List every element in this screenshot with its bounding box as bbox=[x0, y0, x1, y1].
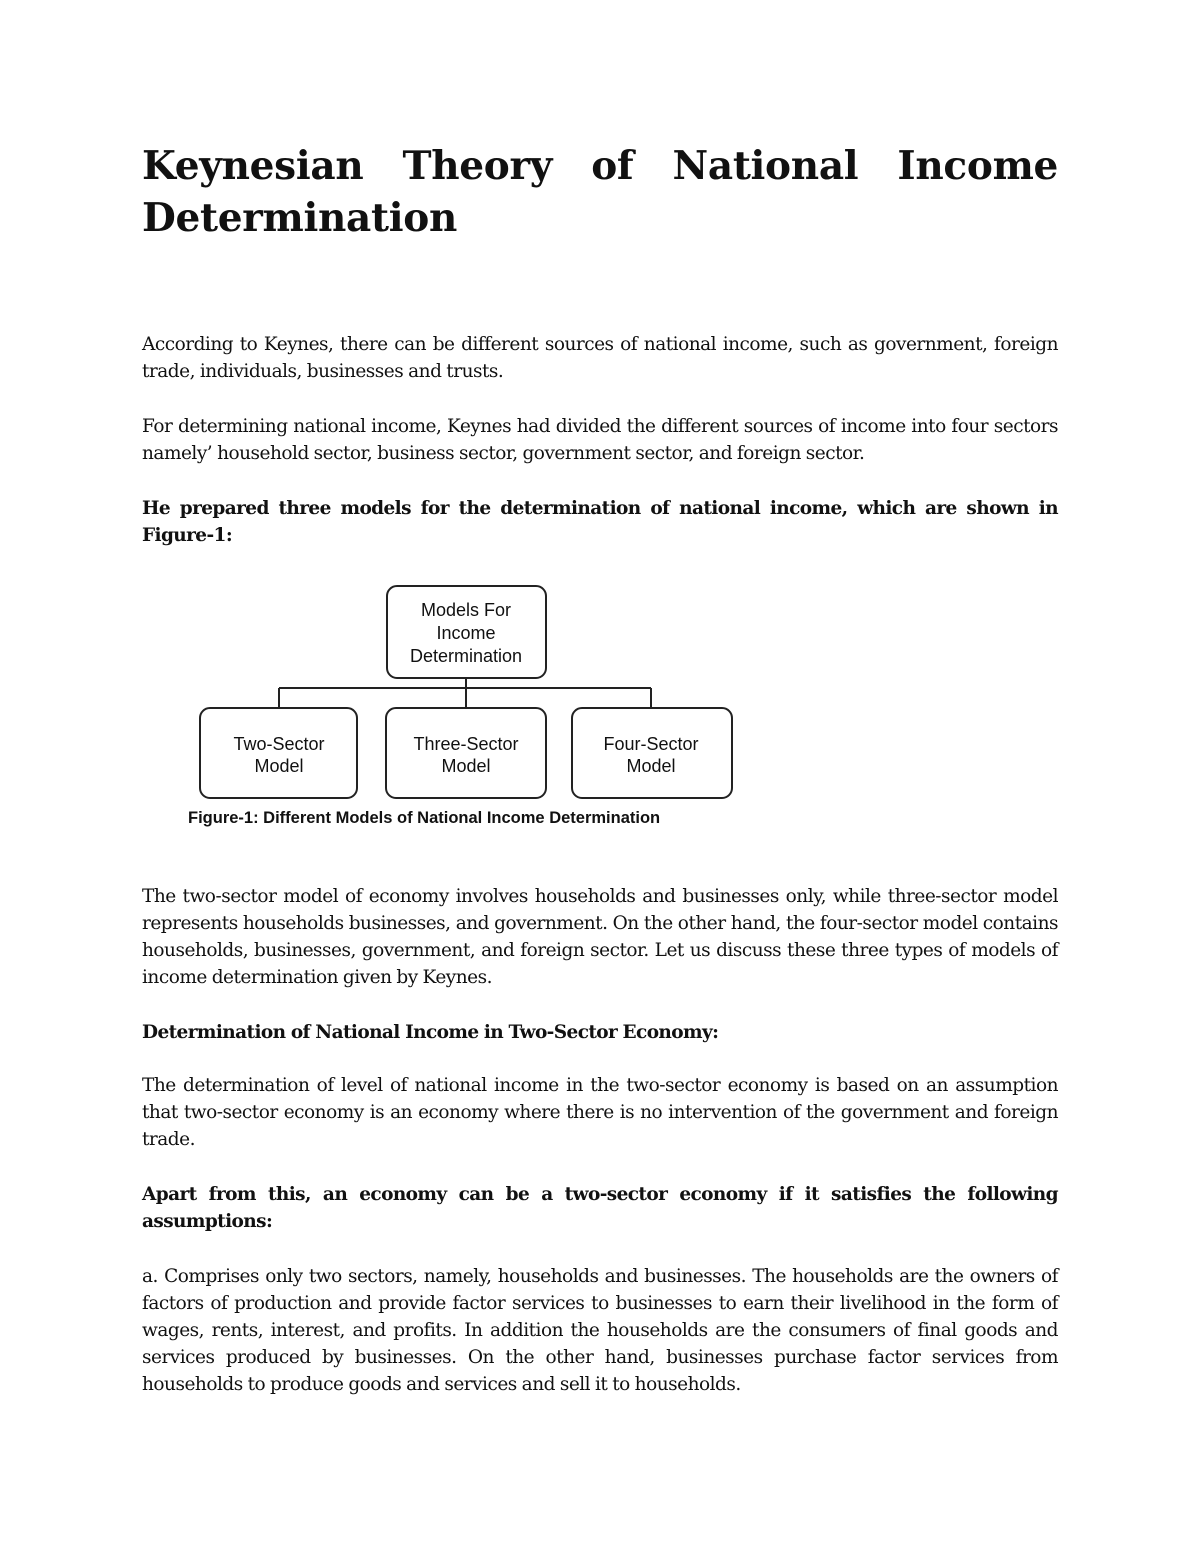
three-sector-model-label: Model bbox=[441, 756, 491, 776]
four-sector-model-label: Model bbox=[626, 756, 676, 776]
document-title bbox=[142, 140, 1058, 244]
child-node-four-sector bbox=[572, 708, 732, 798]
paragraph-assumption-a: a. Comprises only two sectors, namely, households and businesses. The households are the owners of factors of production and provide factor services to businesses to earn their livelihood in the form of wages, rents, interest, and profits. In addition the households are the consumers of final goods and services produced by businesses. On the other hand, businesses purchase factor services from households to produce goods and services and sell it to households. bbox=[142, 1266, 1058, 1395]
figure-1 bbox=[188, 580, 798, 870]
title-word: Theory bbox=[402, 143, 553, 189]
paragraph-two-sector-basis: The determination of level of national income in the two-sector economy is based on an assumption that two-sector economy is an economy where there is no intervention of the government and foreign trade. bbox=[142, 1075, 1058, 1150]
paragraph-assumptions-heading: Apart from this, an economy can be a two-sector economy if it satisfies the following assumptions: bbox=[142, 1184, 1058, 1232]
two-sector-label: Two-Sector bbox=[233, 734, 325, 754]
models-diagram bbox=[188, 580, 798, 870]
root-label-3: Determination bbox=[409, 646, 523, 666]
paragraph-models-heading: He prepared three models for the determination of national income, which are shown in Figure-1: bbox=[142, 498, 1058, 546]
title-word: Keynesian bbox=[142, 143, 364, 189]
four-sector-label: Four-Sector bbox=[603, 734, 699, 754]
two-sector-model-label: Model bbox=[254, 756, 304, 776]
title-line-1 bbox=[142, 140, 1058, 192]
title-word: National bbox=[672, 143, 859, 189]
root-label-2: Income bbox=[436, 623, 496, 643]
paragraph-sectors: For determining national income, Keynes had divided the different sources of income into four sectors namely’ household sector, business sector, government sector, and foreign sector. bbox=[142, 416, 1058, 464]
paragraph-intro: According to Keynes, there can be different sources of national income, such as government, foreign trade, individuals, businesses and trusts. bbox=[142, 334, 1058, 382]
title-line-2: Determination bbox=[142, 195, 458, 241]
title-word: of bbox=[591, 143, 634, 189]
child-node-two-sector bbox=[200, 708, 357, 798]
child-node-three-sector bbox=[386, 708, 546, 798]
figure-caption: Figure-1: Different Models of National Income Determination bbox=[188, 809, 661, 827]
three-sector-label: Three-Sector bbox=[413, 734, 519, 754]
document-page bbox=[142, 140, 1059, 1395]
paragraph-models-overview: The two-sector model of economy involves households and businesses only, while three-sector model represents households businesses, and government. On the other hand, the four-sector model contains households, businesses, government, and foreign sector. Let us discuss these three types of models of income determination given by Keynes. bbox=[142, 886, 1058, 988]
root-label-1: Models For bbox=[420, 600, 512, 620]
root-node bbox=[387, 586, 546, 678]
section-heading-two-sector: Determination of National Income in Two-Sector Economy: bbox=[142, 1022, 719, 1043]
diagram-connectors bbox=[279, 678, 651, 708]
title-word: Income bbox=[897, 143, 1059, 189]
